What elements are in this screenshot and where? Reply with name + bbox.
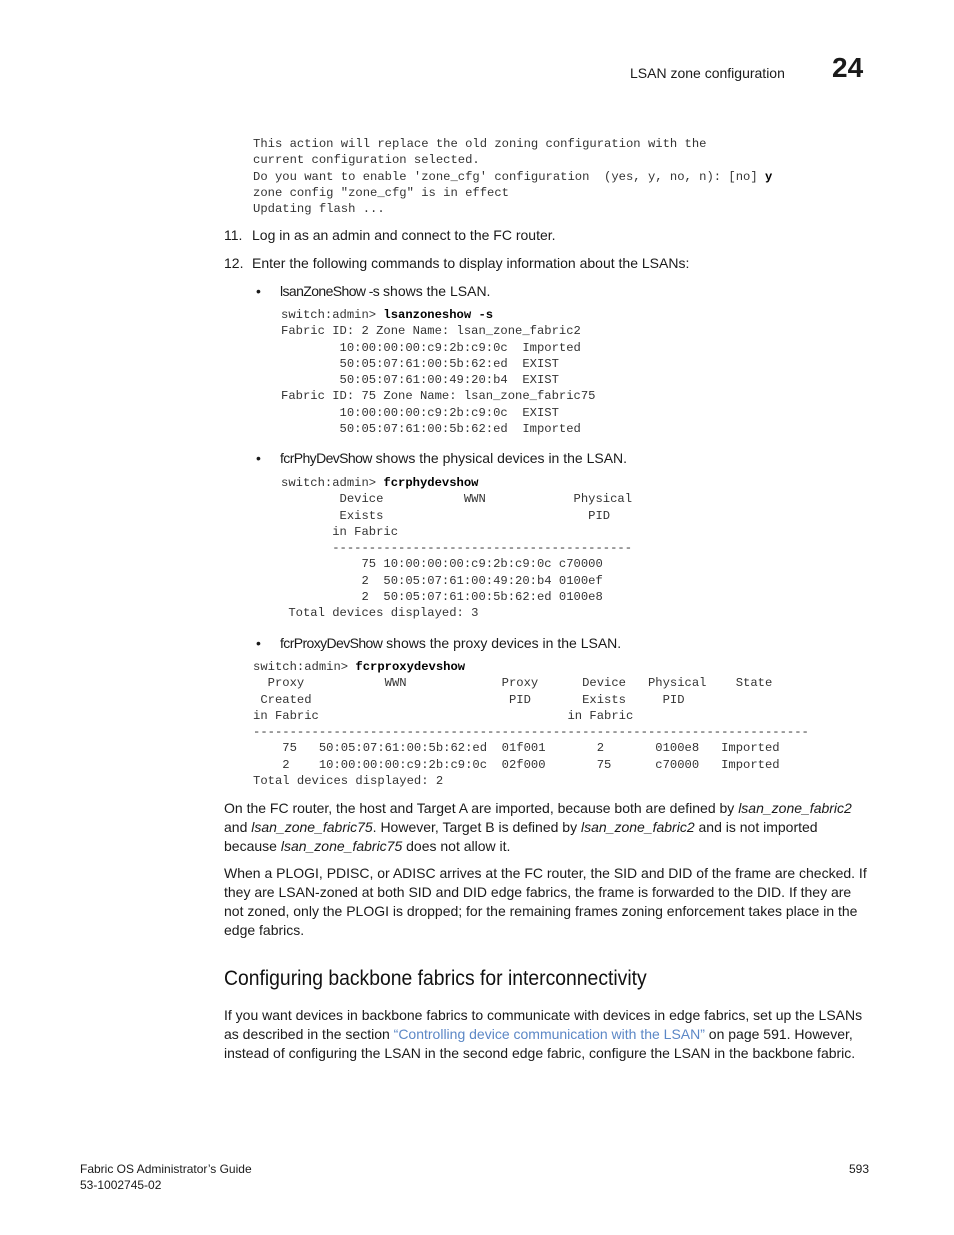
cross-reference-link[interactable]: “Controlling device communication with the LSAN” — [393, 1026, 705, 1042]
step-number: 12. — [224, 255, 244, 271]
paragraph-import-explanation — [224, 799, 874, 856]
paragraph-backbone — [224, 1006, 874, 1063]
chapter-number: 24 — [832, 52, 864, 83]
bullet-icon: • — [256, 283, 261, 299]
code-block-zone-enable — [253, 136, 772, 217]
footer-book-info — [80, 1161, 252, 1193]
text-run: If you want devices in backbone fabrics to communicate with devices in edge fabrics, set up the LSANs as described in the section — [224, 1007, 863, 1042]
zone-name: lsan_zone_fabric75 — [251, 819, 373, 835]
code-line: Fabric ID: 2 Zone Name: lsan_zone_fabric2 — [281, 324, 581, 339]
step-number: 11. — [224, 227, 243, 243]
footer-page-number: 593 — [849, 1162, 870, 1176]
code-line: zone config "zone_cfg" is in effect — [253, 185, 509, 200]
text-run: On the FC router, the host and Target A are imported, because both are defined by — [224, 800, 739, 816]
code-command: lsanzoneshow -s — [383, 308, 494, 322]
bullet-text: shows the proxy devices in the LSAN. — [382, 635, 622, 651]
code-prompt: switch:admin> — [253, 660, 356, 674]
code-line: Total devices displayed: 2 — [253, 774, 444, 789]
code-line: 75 50:05:07:61:00:5b:62:ed 01f001 2 0100e8 Imported — [253, 741, 780, 756]
bullet-icon: • — [256, 450, 261, 466]
code-line: Do you want to enable 'zone_cfg' configuration (yes, y, no, n): [no] — [253, 169, 765, 184]
bullet-icon: • — [256, 635, 261, 651]
code-line: Created PID Exists PID — [253, 692, 685, 707]
step-11 — [224, 226, 556, 245]
text-run: . However, Target B is defined by — [372, 819, 581, 835]
code-line: Updating flash ... — [253, 202, 385, 217]
bullet-text: shows the LSAN. — [379, 283, 491, 299]
command-name: fcrPhyDevShow — [280, 450, 372, 466]
command-name: lsanZoneShow -s — [280, 283, 380, 299]
text-run: and — [224, 819, 252, 835]
code-line: Proxy WWN Proxy Device Physical State — [253, 676, 773, 691]
code-line: Device WWN Physical — [281, 492, 633, 507]
text-run: on page 591. However, instead of configuring the LSAN in the second edge fabric, configure the LSAN in the backbone fabric. — [224, 1026, 856, 1061]
code-line: 50:05:07:61:00:5b:62:ed Imported — [281, 422, 581, 437]
bullet-lsanzoneshow — [256, 282, 490, 301]
code-block-fcrproxydevshow — [253, 659, 809, 789]
code-line: 50:05:07:61:00:5b:62:ed EXIST — [281, 356, 559, 371]
code-line: ---------------------------------------------------------------------------- — [253, 725, 809, 740]
code-line: ----------------------------------------- — [281, 541, 633, 556]
zone-name: lsan_zone_fabric2 — [580, 819, 695, 835]
command-name: fcrProxyDevShow — [280, 635, 383, 651]
code-command: fcrproxydevshow — [355, 660, 466, 674]
code-line: in Fabric — [281, 524, 399, 539]
code-block-lsanzoneshow — [281, 307, 596, 437]
footer-doc-number: 53-1002745-02 — [80, 1178, 162, 1192]
code-line: 50:05:07:61:00:49:20:b4 EXIST — [281, 373, 559, 388]
code-line: 10:00:00:00:c9:2b:c9:0c EXIST — [281, 405, 559, 420]
footer-book-title: Fabric OS Administrator’s Guide — [80, 1162, 252, 1176]
code-line: 2 50:05:07:61:00:49:20:b4 0100ef — [281, 573, 603, 588]
zone-name: lsan_zone_fabric75 — [280, 838, 403, 854]
code-line: in Fabric in Fabric — [253, 708, 634, 723]
bullet-text: shows the physical devices in the LSAN. — [371, 450, 628, 466]
code-line: 10:00:00:00:c9:2b:c9:0c Imported — [281, 340, 581, 355]
code-line: 75 10:00:00:00:c9:2b:c9:0c c70000 — [281, 557, 603, 572]
code-line: Fabric ID: 75 Zone Name: lsan_zone_fabric75 — [281, 389, 596, 404]
section-heading: Configuring backbone fabrics for interconnectivity — [224, 966, 647, 990]
paragraph-plogi: When a PLOGI, PDISC, or ADISC arrives at the FC router, the SID and DID of the frame are checked. If they are LSAN-zoned at both SID and DID edge fabrics, the frame is forwarded to the DID. If they are not zoned, only the PLOGI is dropped; for the remaining frames zoning enforcement takes place in the edge fabrics. — [224, 865, 867, 938]
text-run: does not allow it. — [402, 838, 511, 854]
code-prompt: switch:admin> — [281, 308, 384, 322]
step-12 — [224, 254, 689, 273]
code-line: 2 10:00:00:00:c9:2b:c9:0c 02f000 75 c70000 Imported — [253, 757, 780, 772]
code-prompt: switch:admin> — [281, 476, 384, 490]
code-line: current configuration selected. — [253, 153, 480, 168]
code-line: Total devices displayed: 3 — [281, 606, 479, 621]
text-run: and is not imported because — [224, 819, 818, 854]
code-line: This action will replace the old zoning configuration with the — [253, 137, 707, 151]
running-header-title: LSAN zone configuration — [630, 65, 785, 81]
code-block-fcrphydevshow — [281, 475, 632, 622]
code-line: Exists PID — [281, 508, 611, 523]
bullet-fcrproxydevshow — [256, 634, 621, 653]
code-user-input: y — [764, 169, 773, 184]
bullet-fcrphydevshow — [256, 449, 627, 468]
code-line: 2 50:05:07:61:00:5b:62:ed 0100e8 — [281, 590, 603, 605]
code-command: fcrphydevshow — [383, 476, 479, 490]
zone-name: lsan_zone_fabric2 — [738, 800, 852, 816]
step-text: Enter the following commands to display information about the LSANs: — [252, 255, 690, 271]
step-text: Log in as an admin and connect to the FC router. — [252, 227, 556, 243]
